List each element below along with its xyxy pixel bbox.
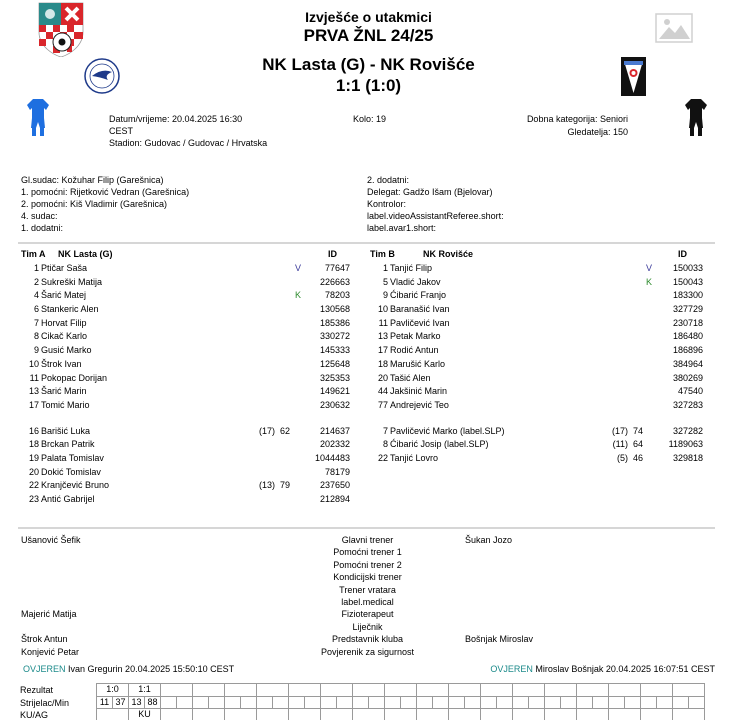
minute-cell [561,696,577,709]
player-number: 11 [378,317,388,328]
player-number: 20 [377,372,388,383]
player-name: Rodić Antun [390,345,439,356]
player-id: 77647 [324,263,350,273]
player-name: Brckan Patrik [41,439,95,450]
player-id: 186896 [672,345,703,356]
player-id: 226663 [319,276,350,287]
ku-ag-cell [417,709,449,720]
away-kit-icon [685,98,707,136]
player-number: 1 [33,263,39,273]
scorer-cell: 11 [97,696,113,709]
stadium: Stadion: Gudovac / Gudovac / Hrvatska [109,138,268,148]
substitute-row [21,493,350,507]
staff-team-a: Ušanović Šefik [21,535,81,545]
staff-role: Liječnik [352,621,383,632]
player-number: 2 [33,276,39,287]
player-name: Jakšinić Marin [390,386,448,397]
player-id: 325353 [319,372,350,383]
team-a-starters [21,262,350,413]
result-row [97,684,705,697]
team-a-name: NK Lasta (G) [58,249,113,259]
match-score: 1:1 (1:0) [335,76,402,95]
verified-status: OVJEREN [23,664,66,674]
result-cell [225,684,257,697]
staff-role: Kondicijski trener [333,572,402,583]
result-cell [385,684,417,697]
player-number: 44 [377,386,388,397]
minute-cell: 88 [145,696,161,709]
player-id: 212894 [319,494,350,504]
official-delegate: Delegat: Gadžo Išam (Bjelovar) [367,187,493,197]
player-row [21,317,350,331]
ku-ag-cell [577,709,609,720]
player-row [370,330,703,344]
captain-badge: K [295,290,302,301]
player-number: 10 [377,304,388,315]
minute-cell [689,696,705,709]
scorer-cell [577,696,593,709]
verified-by: Miroslav Bošnjak 20.04.2025 16:07:51 CEST [535,664,715,674]
player-row [21,399,350,413]
staff-team-b: Bošnjak Miroslav [465,634,534,645]
ku-ag-cell [289,709,321,720]
substitute-row [370,438,703,452]
player-number: 6 [33,304,39,315]
scorer-cell [321,696,337,709]
minute-cell [465,696,481,709]
minute-cell [529,696,545,709]
minute-cell [369,696,385,709]
player-row [370,372,703,386]
minute-cell [657,696,673,709]
ku-ag-cell [97,709,129,720]
player-id: 202332 [319,439,350,450]
staff-role: Glavni trener [341,535,394,545]
player-id: 327282 [672,425,703,436]
ku-ag-cell [641,709,673,720]
player-id: 237650 [319,480,350,491]
staff-role: Pomoćni trener 1 [333,547,402,558]
scorer-cell [641,696,657,709]
substitute-row [21,479,350,493]
player-number: 18 [28,439,39,450]
team-a-id-header: ID [328,249,337,259]
player-number: 1 [382,263,388,273]
player-name: Petak Marko [390,331,441,342]
player-name: Štrok Ivan [41,358,82,369]
player-number: 13 [28,386,39,397]
divider [18,527,715,529]
result-cell [353,684,385,697]
officials-left [21,174,189,234]
result-cell [481,684,513,697]
ku-ag-cell [257,709,289,720]
result-cell: 1:1 [129,684,161,697]
player-name: Pavličević Marko (label.SLP) [390,425,505,436]
staff-role: Trener vratara [339,584,396,595]
ku-ag-cell [545,709,577,720]
player-id: 47540 [677,386,703,397]
result-cell [513,684,545,697]
team-a-header [21,249,350,262]
player-id: 230632 [319,399,350,410]
player-name: Kranjčević Bruno [41,480,110,491]
substitution-info: (17) 74 [611,425,643,436]
player-row [21,358,350,372]
player-row [370,358,703,372]
player-name: Ćibarić Franjo [390,290,447,301]
player-row [21,372,350,386]
player-name: Tašić Alen [390,372,431,383]
competition-title: PRVA ŽNL 24/25 [303,26,434,45]
player-name: Dokić Tomislav [41,466,101,477]
match-datetime [109,113,267,149]
player-row [370,399,703,413]
player-number: 5 [382,276,388,287]
official-assistant-2: 2. pomoćni: Kiš Vladimir (Garešnica) [21,199,168,209]
player-name: Cikač Karlo [41,331,88,342]
player-number: 4 [33,290,39,301]
player-number: 17 [377,345,388,356]
minute-cell [433,696,449,709]
player-number: 7 [382,425,388,436]
player-id: 1044483 [314,452,350,463]
player-number: 22 [377,452,388,463]
minute-cell [625,696,641,709]
datetime-line2: CEST [109,126,134,136]
player-name: Ptičar Saša [41,263,88,273]
ku-ag-cell [321,709,353,720]
minute-cell [593,696,609,709]
captain-badge: K [646,276,653,287]
datetime-line1: Datum/vrijeme: 20.04.2025 16:30 [109,114,243,124]
player-id: 145333 [319,345,350,356]
official-var: label.videoAssistantReferee.short: [367,211,504,221]
player-id: 327729 [672,304,703,315]
player-id: 149621 [319,386,350,397]
match-title: NK Lasta (G) - NK Rovišće [262,55,475,74]
result-cell [193,684,225,697]
team-b-name: NK Rovišće [423,249,474,259]
player-id: 330272 [319,331,350,342]
officials-right [367,174,504,234]
official-main-referee: Gl.sudac: Kožuhar Filip (Garešnica) [21,175,164,185]
player-number: 16 [28,425,39,436]
player-number: 7 [33,317,39,328]
staff-team-a: Konjević Petar [21,646,80,657]
minute-cell [241,696,257,709]
player-number: 23 [28,494,39,504]
result-cell [577,684,609,697]
player-row [21,303,350,317]
player-number: 8 [33,331,39,342]
substitution-info: (17) 62 [258,425,290,436]
goalkeeper-badge: V [646,263,653,273]
player-row [21,344,350,358]
player-row [370,317,703,331]
official-assistant-1: 1. pomoćni: Rijetković Vedran (Garešnica) [21,187,190,197]
player-number: 22 [28,480,39,491]
player-number: 20 [28,466,39,477]
ku-ag-cell [161,709,193,720]
ku-ag-cell [673,709,705,720]
scorer-cell [545,696,561,709]
player-id: 130568 [319,304,350,315]
minute-cell [497,696,513,709]
substitution-info: (5) 46 [616,452,643,463]
player-name: Tomić Mario [41,399,90,410]
minute-cell: 37 [113,696,129,709]
player-row [21,262,350,276]
player-name: Palata Tomislav [41,452,104,463]
result-cell [321,684,353,697]
player-row [370,262,703,276]
player-name: Barišić Luka [41,425,91,436]
official-additional-1: 1. dodatni: [21,223,64,233]
player-row [21,330,350,344]
scorer-cell [417,696,433,709]
ku-ag-cell [513,709,545,720]
player-number: 9 [33,345,39,356]
substitute-row [21,452,350,466]
player-row [21,385,350,399]
ku-ag-cell: KU [129,709,161,720]
player-id: 78179 [324,466,350,477]
substitution-info: (11) 64 [612,439,643,450]
staff-team-a: Štrok Antun [21,634,68,645]
staff-team-a: Majerić Matija [21,609,77,620]
result-cell [289,684,321,697]
player-number: 17 [28,399,39,410]
player-name: Tanjić Lovro [390,452,439,463]
minute-cell [401,696,417,709]
player-row [370,289,703,303]
scorer-cell [353,696,369,709]
player-name: Ćibarić Josip (label.SLP) [390,439,489,450]
ku-ag-cell [353,709,385,720]
player-name: Tanjić Filip [390,263,433,273]
result-cell [417,684,449,697]
team-b-label: Tim B [370,249,395,259]
ku-ag-cell [481,709,513,720]
substitute-row [21,466,350,480]
player-name: Pokopac Dorijan [41,372,108,383]
player-name: Šarić Matej [41,290,87,301]
scorer-cell [257,696,273,709]
player-id: 78203 [324,290,350,301]
team-b-subs [370,425,703,466]
player-id: 327283 [672,399,703,410]
official-fourth: 4. sudac: [21,211,58,221]
label-result: Rezultat [20,685,54,695]
player-id: 214637 [319,425,350,436]
spectators: Gledatelja: 150 [567,127,628,137]
player-name: Sukreški Matija [41,276,103,287]
team-a-lineup [21,249,350,507]
player-id: 183300 [672,290,703,301]
result-cell: 1:0 [97,684,129,697]
player-name: Baranašić Ivan [390,304,450,315]
scorer-cell [449,696,465,709]
result-cell [609,684,641,697]
official-avar: label.avar1.short: [367,223,437,233]
scorer-cell [161,696,177,709]
scorer-cell [225,696,241,709]
ku-ag-cell [193,709,225,720]
scoring-labels [20,684,69,720]
result-cell [257,684,289,697]
report-title: Izvješće o utakmici [305,9,432,25]
scorer-cell [481,696,497,709]
staff-role: Povjerenik za sigurnost [320,646,415,657]
minute-cell [273,696,289,709]
team-a-label: Tim A [21,249,46,259]
player-id: 380269 [672,372,703,383]
official-additional-2: 2. dodatni: [367,175,410,185]
ku-ag-cell [225,709,257,720]
staff-role: Pomoćni trener 2 [333,559,402,570]
official-controller: Kontrolor: [367,199,407,209]
minute-cell [305,696,321,709]
player-id: 185386 [319,317,350,328]
player-row [370,344,703,358]
team-a-subs [21,425,350,507]
scorer-row [97,696,705,709]
player-id: 329818 [672,452,703,463]
substitution-info: (13) 79 [258,480,290,491]
player-id: 384964 [672,358,703,369]
player-number: 9 [382,290,388,301]
verified-by: Ivan Gregurin 20.04.2025 15:50:10 CEST [68,664,235,674]
scorer-cell [609,696,625,709]
verification-left [23,663,234,675]
substitute-row [370,425,703,439]
player-row [21,289,350,303]
scorer-cell [385,696,401,709]
player-id: 150033 [672,263,703,273]
minute-cell [337,696,353,709]
ku-ag-cell [385,709,417,720]
player-name: Marušić Karlo [390,358,446,369]
goalkeeper-badge: V [295,263,302,273]
player-name: Pavličević Ivan [390,317,450,328]
ku-ag-row [97,709,705,720]
staff-role: Fizioterapeut [341,609,394,620]
staff-role: label.medical [341,597,394,607]
verified-status: OVJEREN [490,664,533,674]
scorer-cell [193,696,209,709]
home-kit-icon [27,98,49,136]
player-name: Stankeric Alen [41,304,99,315]
player-number: 19 [28,452,39,463]
minute-cell [177,696,193,709]
result-cell [545,684,577,697]
player-number: 13 [377,331,388,342]
team-b-header [370,249,703,262]
player-name: Vladić Jakov [390,276,441,287]
player-number: 77 [377,399,388,410]
player-number: 8 [382,439,388,450]
player-name: Gusić Marko [41,345,92,356]
label-scorer-min: Strijelac/Min [20,697,70,708]
player-name: Andrejević Teo [390,399,449,410]
ku-ag-cell [449,709,481,720]
player-id: 230718 [672,317,703,328]
player-id: 186480 [672,331,703,342]
scorer-cell [673,696,689,709]
result-cell [161,684,193,697]
player-number: 10 [28,358,39,369]
player-id: 125648 [319,358,350,369]
scorer-cell [513,696,529,709]
staff-role: Predstavnik kluba [331,634,404,645]
scorer-cell [289,696,305,709]
result-cell [673,684,705,697]
team-b-lineup [370,249,703,466]
divider [18,242,715,244]
player-name: Šarić Marin [41,386,87,397]
scorer-cell: 13 [129,696,145,709]
result-cell [449,684,481,697]
player-row [370,303,703,317]
verification-right [490,663,715,675]
round: Kolo: 19 [353,114,387,124]
label-ku-ag: KU/AG [20,710,49,720]
team-b-id-header: ID [678,249,687,259]
player-number: 18 [377,358,388,369]
substitute-row [21,425,350,439]
player-row [370,385,703,399]
substitute-row [21,438,350,452]
player-name: Antić Gabrijel [41,494,95,504]
player-id: 1189063 [668,439,703,450]
player-name: Horvat Filip [41,317,87,328]
player-row [370,276,703,290]
minute-cell [209,696,225,709]
substitute-row [370,452,703,466]
ku-ag-cell [609,709,641,720]
scoring-grid [96,683,705,720]
team-b-starters [370,262,703,413]
player-id: 150043 [672,276,703,287]
player-row [21,276,350,290]
staff-team-b: Šukan Jozo [465,535,513,545]
result-cell [641,684,673,697]
player-number: 11 [29,372,39,383]
age-category: Dobna kategorija: Seniori [526,114,628,124]
